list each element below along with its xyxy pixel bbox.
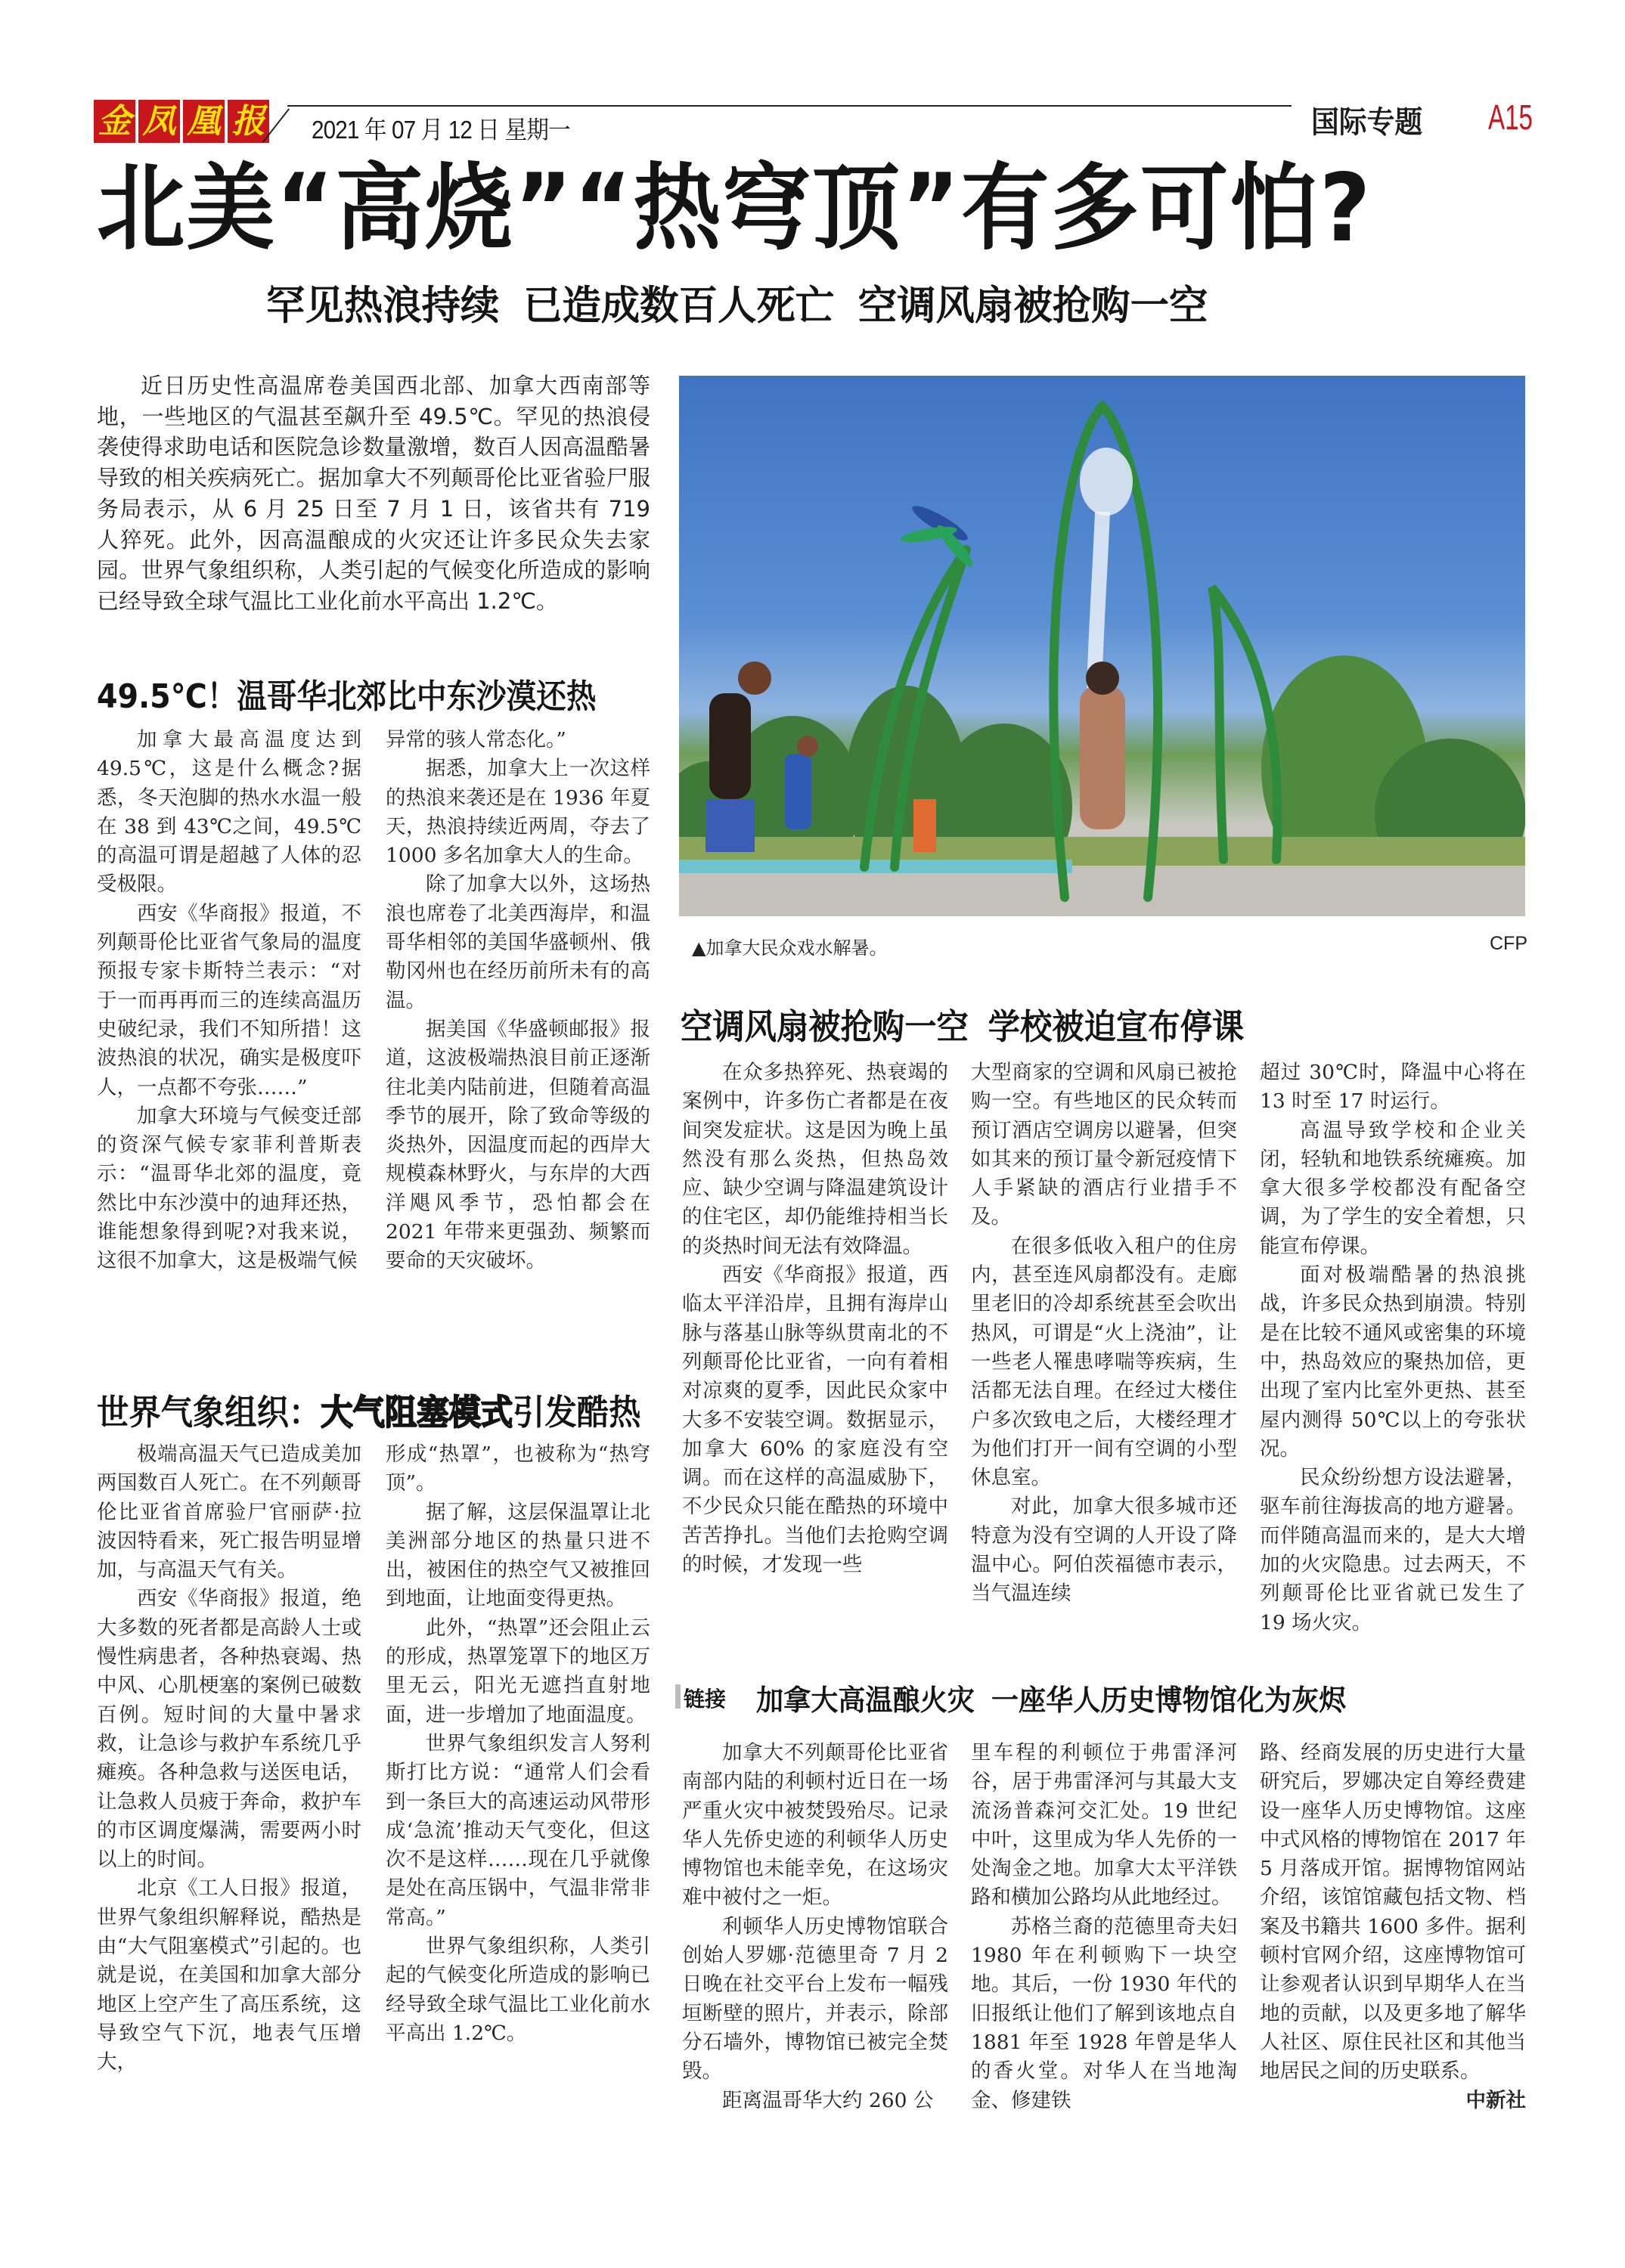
section-heading-vancouver-heat: 49.5℃！温哥华北郊比中东沙漠还热	[97, 677, 597, 716]
section3-column-2	[971, 1058, 1237, 1609]
logo-char: 金	[94, 100, 135, 143]
link-column-2	[971, 1739, 1237, 2115]
section-heading-ac-schools: 空调风扇被抢购一空 学校被迫宣布停课	[681, 1006, 1245, 1047]
paragraph: 极端高温天气已造成美加两国数百人死亡。在不列颠哥伦比亚省首席验尸官丽萨·拉波因特看来，死亡报告明显增加，与高温天气有关。	[97, 1442, 361, 1582]
paragraph: 加拿大最高温度达到 49.5℃，这是什么概念?据悉，冬天泡脚的热水水温一般在 38 到 43℃之间，49.5℃的高温可谓是超越了人体的忍受极限。	[97, 728, 361, 897]
section2-column-1	[97, 1440, 361, 2077]
paragraph: 世界气象组织称，人类引起的气候变化所造成的影响已经导致全球气温比工业化前水平高出 1.2℃。	[386, 1935, 650, 2045]
link-column-1	[682, 1739, 948, 2115]
paragraph-continued: 形成“热罩”，也被称为“热穹顶”。	[386, 1442, 650, 1495]
paragraph-continued: 里车程的利顿位于弗雷泽河谷，居于弗雷泽河与其最大支流汤普森河交汇处。19 世纪中叶，这里成为华人先侨的一处淘金之地。加拿大太平洋铁路和横加公路均从此地经过。	[971, 1741, 1237, 1910]
heading-prefix: 世界气象组织：	[97, 1392, 321, 1433]
paragraph: 利顿华人历史博物馆联合创始人罗娜·范德里奇 7 月 2 日晚在社交平台上发布一幅残垣断壁的照片，并表示，除部分石墙外，博物馆已被完全焚毁。	[682, 1914, 948, 2084]
dragonfly-sprinkler	[899, 500, 976, 570]
photo-credit: CFP	[1490, 933, 1527, 954]
issue-date: 2021 年 07 月 12 日 星期一	[312, 116, 570, 144]
splash-pad-ground	[679, 866, 1525, 916]
link-section-heading: 加拿大高温酿火灾 一座华人历史博物馆化为灰烬	[756, 1684, 1347, 1717]
water-bucket	[1080, 448, 1133, 516]
paragraph: 面对极端酷暑的热浪挑战，许多民众热到崩溃。特别是在比较不通风或密集的环境中，热岛效应的聚热加倍，更出现了室内比室外更热、甚至屋内测得 50℃以上的夸张状况。	[1260, 1263, 1526, 1461]
section1-column-2	[386, 726, 650, 1276]
logo-char: 凰	[183, 100, 225, 143]
newspaper-logo	[94, 100, 269, 144]
logo-char: 报	[228, 100, 269, 143]
link-column-3	[1260, 1739, 1526, 2115]
paragraph: 世界气象组织发言人努利斯打比方说：“通常人们会看到一条巨大的高速运动风带形成‘急流’推动天气变化，但这次不是这样……现在几乎就像是处在高压锅中，气温非常非常高。”	[386, 1731, 650, 1929]
paragraph-continued: 超过 30℃时，降温中心将在 13 时至 17 时运行。	[1260, 1061, 1526, 1114]
paragraph: 北京《工人日报》报道，世界气象组织解释说，酷热是由“大气阻塞模式”引起的。也就是说，在美国和加拿大部分地区上空产生了高压系统，这导致空气下沉，地表气压增大，	[97, 1876, 361, 2074]
news-agency-byline: 中新社	[1465, 2088, 1526, 2112]
paragraph-continued	[1260, 1739, 1526, 2112]
paragraph: 除了加拿大以外，这场热浪也席卷了北美西海岸，和温哥华相邻的美国华盛顿州、俄勒冈州也在经历前所未有的高温。	[386, 872, 650, 1012]
paragraph: 加拿大环境与气候变迁部的资深气候专家菲利普斯表示：“温哥华北郊的温度，竟然比中东沙漠中的迪拜还热，谁能想象得到呢?对我来说，这很不加拿大，这是极端气候	[97, 1104, 361, 1273]
photo-illustration	[679, 376, 1525, 916]
section1-column-1	[97, 726, 361, 1276]
photo-caption: ▲加拿大民众戏水解暑。	[692, 937, 888, 959]
news-photo-splash-pad	[679, 376, 1525, 916]
section-heading-wmo	[97, 1385, 640, 1435]
paragraph: 此外，“热罩”还会阻止云的形成，热罩笼罩下的地区万里无云，阳光无遮挡直射地面，进一步增加了地面温度。	[386, 1616, 650, 1727]
lede-paragraph: 近日历史性高温席卷美国西北部、加拿大西南部等地，一些地区的气温甚至飙升至 49.5℃。罕见的热浪侵袭使得求助电话和医院急诊数量激增，数百人因高温酷暑导致的相关疾病死亡。据加拿大不列颠哥伦比亚省验尸服务局表示，从 6 月 25 日至 7 月 1 日，该省共有 719 人猝死。此外，因高温酿成的火灾还让许多民众失去家园。世界气象组织称，人类引起的气候变化所造成的影响已经导致全球气温比工业化前水平高出 1.2℃。	[97, 373, 650, 614]
paragraph: 西安《华商报》报道，绝大多数的死者都是高龄人士或慢性病患者，各种热衰竭、热中风、心肌梗塞的案例已破数百例。短时间的大量中暑求救，让急诊与救护车系统几乎瘫痪。各种急救与送医电话，让急救人员疲于奔命，救护车的市区调度爆满，需要两小时以上的时间。	[97, 1587, 361, 1872]
paragraph-continued: 异常的骇人常态化。”	[386, 728, 566, 751]
header-rule	[287, 105, 1292, 107]
link-marker-bar	[675, 1684, 681, 1709]
page-subheadline: 罕见热浪持续 已造成数百人死亡 空调风扇被抢购一空	[266, 283, 1208, 329]
section2-column-2	[386, 1440, 650, 2048]
paragraph: 在很多低收入租户的住房内，甚至连风扇都没有。走廊里老旧的冷却系统甚至会吹出热风，可谓是“火上浇油”，让一些老人罹患哮喘等疾病，生活都无法自理。在经过大楼住户多次致电之后，大楼经理才为他们打开一间有空调的小型休息室。	[971, 1234, 1237, 1490]
page-headline: 北美“高烧”“热穹顶”有多可怕?	[97, 154, 1372, 263]
pool	[679, 860, 1072, 873]
paragraph: 西安《华商报》报道，西临太平洋沿岸，且拥有海岸山脉与落基山脉等纵贯南北的不列颠哥伦比亚省，一向有着相对凉爽的夏季，因此民众家中大多不安装空调。数据显示，加拿大 60% 的家庭没有空调。而在这样的高温威胁下，不少民众只能在酷热的环境中苦苦挣扎。当他们去抢购空调的时候，才发现一些	[682, 1263, 948, 1577]
page-number: A15	[1488, 98, 1533, 137]
paragraph: 据悉，加拿大上一次这样的热浪来袭还是在 1936 年夏天，热浪持续近两周，夺去了 1000 多名加拿大人的生命。	[386, 757, 650, 868]
paragraph: 对此，加拿大很多城市还特意为没有空调的人开设了降温中心。阿伯茨福德市表示，当气温连续	[971, 1495, 1237, 1606]
paragraph-text: 路、经商发展的历史进行大量研究后，罗娜决定自筹经费建设一座华人历史博物馆。这座中式风格的博物馆在 2017 年 5 月落成开馆。据博物馆网站介绍，该馆馆藏包括文物、档案及书籍共 1600 多件。据利顿村官网介绍，这座博物馆可让参观者认识到早期华人在当地的贡献，以及更多地了解华人社区、原住民社区和其他当地居民之间的历史联系。	[1260, 1741, 1526, 2084]
paragraph: 据美国《华盛顿邮报》报道，这波极端热浪目前正逐渐往北美内陆前进，但随着高温季节的展开，除了致命等级的炎热外，因温度而起的西岸大规模森林野火，与东岸的大西洋飓风季节，恐怕都会在 2021 年带来更强劲、频繁而要命的天灾破坏。	[386, 1017, 650, 1273]
paragraph: 高温导致学校和企业关闭，轻轨和地铁系统瘫痪。加拿大很多学校都没有配备空调，为了学生的安全着想，只能宣布停课。	[1260, 1118, 1526, 1258]
paragraph: 加拿大不列颠哥伦比亚省南部内陆的利顿村近日在一场严重火灾中被焚毁殆尽。记录华人先侨史迹的利顿华人历史博物馆也未能幸免，在这场灾难中被付之一炬。	[682, 1741, 948, 1910]
section3-column-3	[1260, 1058, 1526, 1637]
heading-highlight: 大气阻塞模式	[321, 1392, 513, 1433]
paragraph: 苏格兰裔的范德里奇夫妇 1980 年在利顿购下一块空地。其后，一份 1930 年代的旧报纸让他们了解到该地点自 1881 年至 1928 年曾是华人的香火堂。对华人在当地淘金、修建铁	[971, 1914, 1237, 2112]
section-label: 国际专题	[1311, 105, 1423, 140]
section3-column-1	[682, 1058, 948, 1579]
paragraph: 据了解，这层保温罩让北美洲部分地区的热量只进不出，被困住的热空气又被推回到地面，让地面变得更热。	[386, 1500, 650, 1611]
paragraph: 民众纷纷想方设法避暑，驱车前往海拔高的地方避暑。而伴随高温而来的，是大大增加的火灾隐患。过去两天，不列颠哥伦比亚省就已发生了 19 场火灾。	[1260, 1466, 1526, 1634]
link-tag: 链接	[684, 1687, 727, 1712]
paragraph: 距离温哥华大约 260 公	[722, 2088, 934, 2112]
logo-char: 凤	[138, 100, 180, 143]
paragraph: 在众多热猝死、热衰竭的案例中，许多伤亡者都是在夜间突发症状。这是因为晚上虽然没有那么炎热，但热岛效应、缺少空调与降温建筑设计的住宅区，却仍能维持相当长的炎热时间无法有效降温。	[682, 1061, 948, 1258]
paragraph: 西安《华商报》报道，不列颠哥伦比亚省气象局的温度预报专家卡斯特兰表示：“对于一而再再而三的连续高温历史破纪录，我们不知所措！这波热浪的状况，确实是极度吓人，一点都不夸张……”	[97, 901, 361, 1099]
heading-suffix: 引发酷热	[513, 1392, 641, 1433]
paragraph-continued: 大型商家的空调和风扇已被抢购一空。有些地区的民众转而预订酒店空调房以避暑，但突如其来的预订量令新冠疫情下人手紧缺的酒店行业措手不及。	[971, 1061, 1237, 1229]
